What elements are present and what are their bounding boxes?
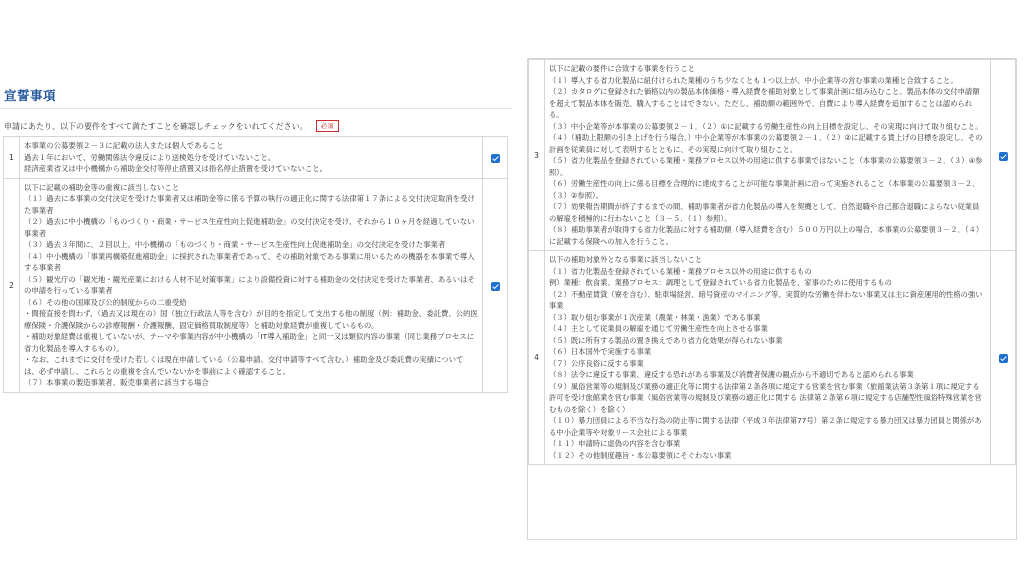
checkbox-cell: [991, 60, 1016, 251]
checked-checkbox-icon[interactable]: [999, 354, 1008, 363]
requirement-line: 例）業種：飲食業、業務プロセス：調理として登録されている省力化製品を、家事のために使用するもの: [549, 278, 892, 287]
instruction-line: [4, 120, 339, 132]
title-divider: [0, 108, 512, 109]
section-title: 宣誓事項: [4, 88, 57, 103]
requirement-line: （４）中小機構の「事業再構築促進補助金」に採択された事業者であって、その補助対象である事業に用いるための機器を本事業で導入する事業者: [24, 251, 475, 272]
requirement-line: ・補助対象経費は重複していないが、テーマや事業内容が中小機構の「IT導入補助金」と同一又は類似内容の事業（同じ業務プロセスに省力化製品を導入するもの）。: [24, 332, 475, 353]
requirement-line: （６）その他の国庫及び公的制度からの二重受給: [24, 297, 187, 307]
requirement-line: （９）風俗営業等の規制及び業務の適正化等に関する法律第２条各項に規定する営業を営む事業（旅館業法第３条第１項に規定する許可を受け旅館業を営む事業（風俗営業等の規制及び業務の適正化に関する 法律第２条第６項に規定する店舗型性風俗特殊営業を営むものを除く）を除く）: [549, 381, 982, 414]
checked-checkbox-icon[interactable]: [999, 152, 1008, 161]
instruction-text: 申請にあたり、以下の要件をすべて満たすことを確認しチェックをいれてください。: [4, 122, 308, 131]
row-number: 3: [529, 60, 545, 251]
requirement-line: （２）不動産賃貸（寮を含む）、駐車場経営、暗号資産のマイニング等、実質的な労働を伴わない事業又は主に資産運用的性格の強い事業: [549, 289, 983, 310]
requirement-line: （８）補助事業者が取得する省力化製品に対する補助額（導入経費を含む）５００万円以上の場合、本事業の公募要領３－２．（４）に記載する保険への加入を行うこと。: [549, 225, 984, 246]
requirement-line: ・なお、これまでに交付を受けた若しくは現在申請している（公募申請、交付申請等すべて含む。）補助金及び委託費の実績については、必ず申請し、これらとの重複を含んでいないかを事前によく確認すること。: [24, 355, 464, 376]
row-number: 2: [4, 178, 20, 392]
requirement-line: 以下に記載の補助金等の重複に該当しないこと: [24, 182, 180, 192]
requirement-row: [529, 60, 1016, 251]
requirements-table-left: [3, 136, 508, 393]
requirement-line: （５）観光庁の「観光地・観光産業における人材不足対策事業」により設備投資に対する補助金の交付決定を受けた事業者、あるいはその申請を行っている事業者: [24, 274, 475, 295]
requirement-line: 以下の補助対象外となる事業に該当しないこと: [549, 255, 703, 264]
requirement-line: （１１）申請時に虚偽の内容を含む事業: [549, 439, 681, 448]
requirement-line: 経済産業省又は中小機構から補助金交付等停止措置又は指名停止措置を受けていないこと。: [24, 164, 328, 173]
requirement-line: （２）カタログに登録された価格以内の製品本体価格・導入経費を補助対象として事業計画に組み込むこと。製品本体の交付申請額を超えて製品本体を販売、購入することはできない。ただし、補助額の範囲外で、自費により導入経費を追加することは認められる。: [549, 87, 980, 119]
requirement-line: （５）既に所有する製品の置き換えであり省力化効果が得られない事業: [549, 335, 783, 345]
requirement-line: （３）取り組む事業が１次産業（農業・林業・漁業）である事業: [549, 312, 761, 322]
requirement-line: （６）労働生産性の向上に係る目標を合理的に達成することが可能な事業計画に沿って実施されること（本事業の公募要領３－２．（３）②参照）。: [549, 179, 980, 200]
requirement-line: （４）（補助上限額の引き上げを行う場合、）中小企業等が本事業の公募要領２－１．（２）②に記載する賃上げの目標を設定し、その計画を従業員に対して表明するとともに、その実現に向けて取り組むこと。: [549, 133, 983, 154]
requirement-line: （７）公序良俗に反する事業: [549, 358, 644, 368]
requirement-line: （３）過去３年間に、２回以上、中小機構の「ものづくり・商業・サービス生産性向上促進補助金」の交付決定を受けた事業者: [24, 240, 446, 249]
checkbox-cell: [483, 137, 508, 179]
requirement-row: [4, 137, 508, 179]
requirement-line: （７）本事業の製造事業者、販売事業者に該当する場合: [24, 378, 209, 387]
requirement-text: [545, 251, 991, 465]
requirement-line: （３）中小企業等が本事業の公募要領２－１．（２）①に記載する労働生産性の向上目標を設定し、その実現に向けて取り組むこと。: [549, 121, 983, 131]
requirement-text: [20, 137, 483, 179]
requirement-line: （５）省力化製品を登録されている業種・業務プロセス以外の用途に供する事業ではないこと（本事業の公募要領３－２．（３）④参照）。: [549, 156, 983, 177]
requirement-line: （１２）その他制度趣旨・本公募要領にそぐわない事業: [549, 450, 732, 460]
requirement-line: ・間接直接を問わず、（過去又は現在の）国（独立行政法人等を含む）が目的を指定して支出する他の制度（例：補助金、委託費、公的医療保険・介護保険からの診療報酬・介護報酬、固定価格買取制度等）と補助対象経費が重複しているもの。: [24, 309, 478, 330]
checkbox-cell: [991, 251, 1016, 465]
row-number: 4: [529, 251, 545, 465]
requirement-line: 本事業の公募要領２－３に記載の法人または個人であること: [24, 141, 224, 150]
required-badge: 必須: [316, 120, 339, 132]
right-pledge-panel: [527, 58, 1017, 540]
checkbox-cell: [483, 178, 508, 392]
requirement-line: （１０）暴力団員による不当な行為の防止等に関する法律（平成３年法律第77号）第２条に規定する暴力団又は暴力団員と関係がある中小企業等や対象リース会社による事業: [549, 416, 982, 437]
requirement-row: [529, 251, 1016, 465]
requirements-table-right: [528, 59, 1016, 465]
requirement-line: （４）主として従業員の解雇を通じて労働生産性を向上させる事業: [549, 324, 768, 333]
checked-checkbox-icon[interactable]: [491, 154, 500, 163]
requirement-text: [20, 178, 483, 392]
requirement-line: （６）日本国外で実施する事業: [549, 347, 652, 356]
requirement-line: （８）法令に違反する事業、違反する恐れがある事業及び消費者保護の観点から不適切であると認められる事業: [549, 370, 914, 379]
requirement-line: （２）過去に中小機構の「ものづくり・商業・サービス生産性向上促進補助金」の交付決定を受け、それから１０ヶ月を経過していない事業者: [24, 217, 475, 238]
requirement-line: （７）効果報告期間が終了するまでの間、補助事業者が省力化製品の導入を契機として、自然退職や自己都合退職によらない従業員の解雇を積極的に行わないこと（３－５．（１）参照）。: [549, 202, 980, 223]
row-number: 1: [4, 137, 20, 179]
requirement-row: [4, 178, 508, 392]
checked-checkbox-icon[interactable]: [491, 282, 500, 291]
requirement-text: [545, 60, 991, 251]
requirement-line: （１）省力化製品を登録されている業種・業務プロセス以外の用途に供するもの: [549, 266, 812, 276]
requirement-line: （１）過去に本事業の交付決定を受けた事業者又は補助金等に係る予算の執行の適正化に関する法律第１７条による交付決定取消を受けた事業者: [24, 194, 475, 215]
requirement-line: 以下に記載の要件に合致する事業を行うこと: [549, 64, 695, 73]
requirement-line: （１）導入する省力化製品に紐付けられた業種のうち少なくとも１つ以上が、中小企業等の営む事業の業種と合致すること。: [549, 75, 958, 85]
requirement-line: 過去１年において、労働関係法令違反により送検処分を受けていないこと。: [24, 152, 276, 162]
left-pledge-panel: [0, 78, 512, 461]
